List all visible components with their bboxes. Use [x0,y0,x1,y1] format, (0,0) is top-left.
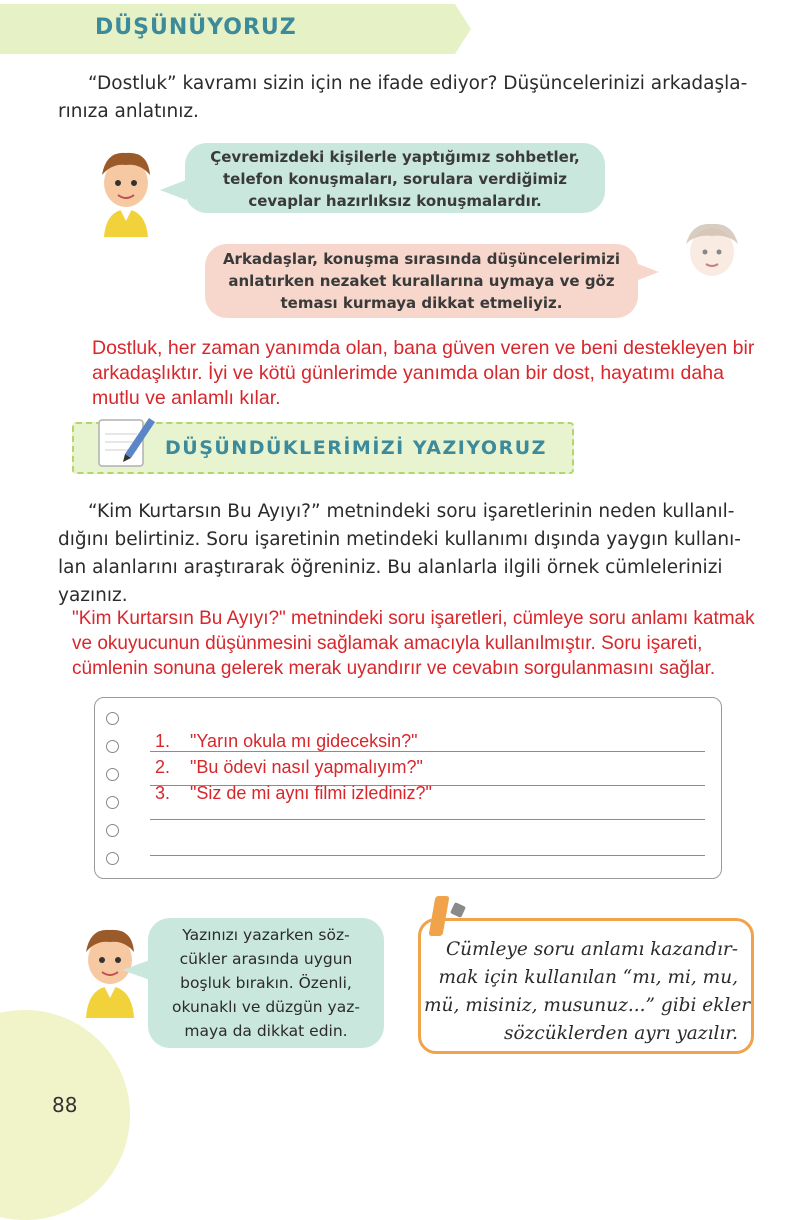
tip-line-4: okunaklı ve düzgün yaz- [172,998,360,1016]
notebook-ring [106,824,119,837]
question-1-line-1: “Dostluk” kavramı sizin için ne ifade ediyor? Düşüncelerinizi arkadaşla- [88,73,748,94]
notebook-ring [106,768,119,781]
bubble-girl-line-2: anlatırken nezaket kurallarına uymaya ve göz [228,272,615,290]
example-sentence-2: "Bu ödevi nasıl yapmalıyım?" [190,757,423,777]
bubble-boy-line-3: cevaplar hazırlıksız konuşmalardır. [248,192,542,210]
tip-line-3: boşluk bırakın. Özenli, [180,974,352,992]
rule-line-1: Cümleye soru anlamı kazandır- [445,939,738,960]
notebook-line [150,819,705,820]
answer-2-line-3: cümlenin sonuna gelerek merak uyandırır ve cevabın sorgulanmasını sağlar. [72,658,716,679]
answer-2-line-2: ve okuyucunun düşünmesini sağlamak amacıyla kullanılmıştır. Soru işareti, [72,633,703,654]
notebook-ring [106,740,119,753]
question-2-line-4: yazınız. [58,585,128,606]
example-number-3: 3. [155,783,171,803]
exclamation-accent-icon [450,902,466,918]
notebook-ring [106,712,119,725]
example-sentence-1: "Yarın okula mı gideceksin?" [190,731,418,751]
bubble-girl-line-3: teması kurmaya dikkat etmeliyiz. [280,294,563,312]
tip-line-1: Yazınızı yazarken söz- [182,926,350,944]
rule-line-3: mü, misiniz, musunuz...” gibi ekler [424,995,751,1016]
notebook-line [150,855,705,856]
example-number-1: 1. [155,731,171,751]
example-number-2: 2. [155,757,171,777]
speech-bubble-tip [148,918,384,1048]
question-1-line-2: rınıza anlatınız. [58,101,199,122]
rule-line-2: mak için kullanılan “mı, mi, mu, [438,967,738,988]
bubble-boy-line-2: telefon konuşmaları, sorulara verdiğimiz [223,170,567,188]
notepad-pencil-icon [95,410,161,470]
section-title-thinking: DÜŞÜNÜYORUZ [95,15,297,40]
notebook-ring [106,852,119,865]
banner-arrow [455,4,471,54]
speech-bubble-boy [185,143,605,213]
rule-note-text [424,936,751,1048]
bubble-girl-line-1: Arkadaşlar, konuşma sırasında düşüncelerimizi [222,250,621,268]
answer-2-line-1: "Kim Kurtarsın Bu Ayıyı?" metnindeki soru işaretleri, cümleye soru anlamı katmak [72,608,755,629]
rule-line-4: sözcüklerden ayrı yazılır. [504,1023,738,1044]
page-number: 88 [52,1093,78,1117]
tip-line-2: cükler arasında uygun [179,950,353,968]
bubble-tail [160,180,186,200]
tip-line-5: maya da dikkat edin. [184,1022,348,1040]
boy-avatar [86,145,166,237]
answer-1-line-3: mutlu ve anlamlı kılar. [92,387,281,409]
answer-1-line-2: arkadaşlıktır. İyi ve kötü günlerimde yanımda olan bir dost, hayatımı daha [92,362,724,384]
example-sentence-3: "Siz de mi aynı filmi izlediniz?" [190,783,432,803]
notebook-ring [106,796,119,809]
question-2-line-2: dığını belirtiniz. Soru işaretinin metindeki kullanımı dışında yaygın kullanı- [58,529,741,550]
question-2-line-1: “Kim Kurtarsın Bu Ayıyı?” metnindeki soru işaretlerinin neden kullanıl- [88,501,735,522]
speech-bubble-girl [205,244,638,318]
section-title-writing: DÜŞÜNDÜKLERİMİZİ YAZIYORUZ [165,437,547,459]
question-2-line-3: lan alanlarını araştırarak öğreniniz. Bu alanlarla ilgili örnek cümlelerinizi [58,557,723,578]
answer-1-line-1: Dostluk, her zaman yanımda olan, bana güven veren ve beni destekleyen bir [92,337,755,359]
bubble-tail [122,960,150,980]
bubble-boy-line-1: Çevremizdeki kişilerle yaptığımız sohbetler, [210,148,580,166]
girl-avatar [672,214,752,284]
